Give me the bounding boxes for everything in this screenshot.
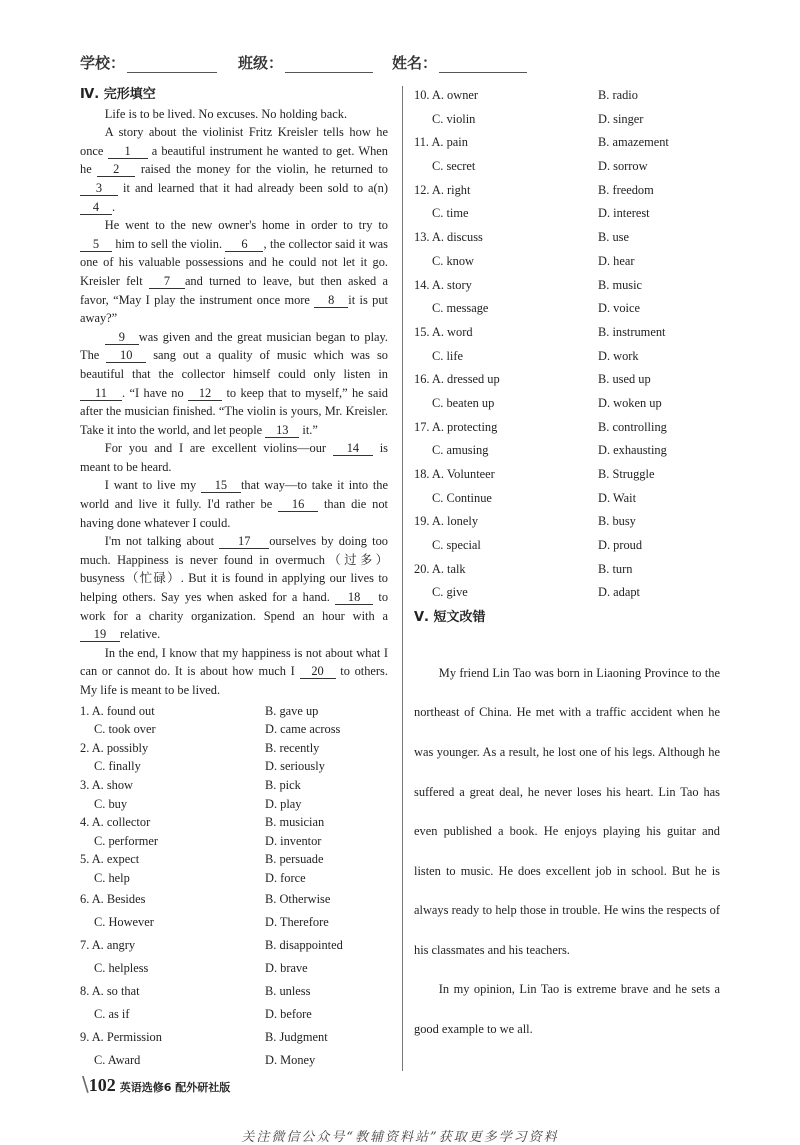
name-field: 姓名：	[392, 52, 527, 73]
option-row: C. time D. interest	[432, 206, 650, 221]
blank-14: 14	[333, 442, 373, 456]
right-column	[414, 84, 720, 1050]
page-footer	[82, 1072, 230, 1096]
option-row: 12. A. right B. freedom	[414, 182, 654, 197]
blank-20: 20	[300, 665, 336, 679]
options-list-1-9	[80, 702, 388, 1072]
option-row: C. Continue D. Wait	[432, 490, 637, 505]
passage-paragraph: I'm not talking about 17 ourselves by doing too much. Happiness is never found in overmuch（过多）busyness（忙碌）. But it is found in applying our lives to helping others. Say yes when asked for a hand. 18 to work for a charity organization. Spend an hour with a 19 relative.	[80, 534, 389, 642]
blank-16: 16	[278, 498, 318, 512]
option-row: 16. A. dressed up B. used up	[414, 372, 651, 387]
page-number: 102	[88, 1075, 116, 1095]
options-list-10-20	[414, 84, 720, 605]
footer-slash: \	[82, 1072, 89, 1096]
blank-2: 2	[97, 163, 135, 177]
blank-18: 18	[335, 591, 373, 605]
option-row: C. secret D. sorrow	[432, 159, 648, 174]
option-row: C. as if D. before	[94, 1006, 312, 1021]
option-row: 7. A. angry B. disappointed	[80, 937, 343, 952]
passage-paragraph: I want to live my 15 that way—to take it into the world and live it fully. I'd rather be 16 than die not having done whatever I could.	[80, 478, 388, 530]
blank-8: 8	[314, 294, 348, 308]
passage-opener: Life is to be lived. No excuses. No holding back.	[104, 106, 348, 121]
option-row: 13. A. discuss B. use	[414, 230, 629, 245]
error-correction-paragraph: My friend Lin Tao was born in Liaoning Province to the northeast of China. He met with a traffic accident when he was younger. As a result, he lost one of his legs. Although he suffered a great deal, he never loses his heart. Lin Tao has even published a book. He enjoys playing his guitar and listen to music. He does excellent job in school. But he is always ready to help those in trouble. He wins the respects of his classmates and his teachers.	[414, 665, 720, 957]
option-row: 14. A. story B. music	[414, 277, 643, 292]
cloze-column	[80, 86, 388, 1072]
blank-9: 9	[105, 331, 139, 345]
passage-paragraph: For you and I are excellent violins—our 14 is meant to be heard.	[80, 441, 388, 474]
section-4-title: Ⅳ. 完形填空	[80, 87, 156, 102]
option-row: 1. A. found out B. gave up	[80, 703, 319, 718]
option-row: 9. A. Permission B. Judgment	[80, 1029, 328, 1044]
blank-5: 5	[80, 238, 112, 252]
option-row: 19. A. lonely B. busy	[414, 514, 636, 529]
option-row: 10. A. owner B. radio	[414, 88, 638, 102]
passage-paragraph: A story about the violinist Fritz Kreisler tells how he once 1 a beautiful instrument he wanted to get. When he 2 raised the money for the violin, he returned to 3 it and learned that it had already been sold to a(n)4 .	[80, 125, 388, 214]
option-row: C. performer D. inventor	[94, 833, 322, 848]
section-5-title: Ⅴ. 短文改错	[414, 610, 486, 626]
blank-17: 17	[219, 535, 269, 549]
option-row: C. took over D. came across	[94, 722, 341, 737]
blank-10: 10	[106, 349, 146, 363]
option-row: C. message D. voice	[432, 301, 640, 316]
option-row: 15. A. word B. instrument	[414, 324, 666, 339]
option-row: C. life D. work	[432, 348, 639, 363]
blank-15: 15	[201, 479, 241, 493]
option-row: C. buy D. play	[94, 796, 302, 811]
blank-11: 11	[80, 387, 122, 401]
blank-13: 13	[265, 424, 299, 438]
option-row: 20. A. talk B. turn	[414, 561, 633, 576]
student-info-header	[80, 52, 720, 78]
blank-4: 4	[80, 201, 112, 215]
blank-1: 1	[108, 145, 148, 159]
blank-6: 6	[225, 238, 263, 252]
option-row: 2. A. possibly B. recently	[80, 740, 320, 755]
blank-7: 7	[149, 275, 185, 289]
school-field: 学校：	[80, 52, 217, 73]
option-row: C. special D. proud	[432, 538, 643, 553]
option-row: C. amusing D. exhausting	[432, 443, 667, 458]
passage-paragraph: In the end, I know that my happiness is not about what I can or cannot do. It is about how much I 20 to others. My life is meant to be lived.	[80, 645, 388, 697]
class-field: 班级：	[238, 52, 373, 73]
option-row: 6. A. Besides B. Otherwise	[80, 891, 331, 906]
passage-paragraph: He went to the new owner's home in order to try to 5 him to sell the violin. 6 , the collector said it was one of his valuable possessions and he could not let it go. Kreisler felt 7 and turned to leave, but then asked a favor, “May I play the instrument once more 8 it is put away?”	[80, 218, 388, 326]
book-title: 英语选修6 配外研社版	[119, 1081, 231, 1094]
option-row: 5. A. expect B. persuade	[80, 852, 324, 867]
option-row: C. beaten up D. woken up	[432, 395, 662, 410]
option-row: 11. A. pain B. amazement	[414, 135, 669, 150]
option-row: 4. A. collector B. musician	[80, 815, 325, 830]
blank-3: 3	[80, 182, 118, 196]
option-row: C. helpless D. brave	[94, 960, 308, 975]
column-divider	[402, 86, 403, 1071]
option-row: C. give D. adapt	[432, 585, 640, 600]
option-row: C. help D. force	[94, 870, 306, 885]
passage-paragraph: 9 was given and the great musician began to play. The 10 sang out a quality of music which was so beautiful that the collector himself could only listen in 11 . “I have no 12 to keep that to myself,” he said after the musician finished. “The violin is yours, Mr. Kreisler. Take it into the world, and let people 13 it.”	[80, 329, 388, 437]
option-row: C. finally D. seriously	[94, 759, 325, 774]
option-row: C. Award D. Money	[94, 1052, 316, 1067]
watermark: 关注微信公众号“教辅资料站”获取更多学习资料	[241, 1130, 559, 1145]
option-row: 17. A. protecting B. controlling	[414, 419, 667, 434]
option-row: 8. A. so that B. unless	[80, 983, 311, 998]
option-row: C. violin D. singer	[432, 111, 644, 126]
option-row: C. know D. hear	[432, 253, 635, 268]
option-row: C. However D. Therefore	[94, 914, 329, 929]
option-row: 3. A. show B. pick	[80, 777, 301, 792]
option-row: 18. A. Volunteer B. Struggle	[414, 467, 655, 481]
blank-19: 19	[80, 628, 120, 642]
blank-12: 12	[188, 387, 222, 401]
error-correction-paragraph: In my opinion, Lin Tao is extreme brave and he sets a good example to we all.	[414, 982, 720, 1037]
